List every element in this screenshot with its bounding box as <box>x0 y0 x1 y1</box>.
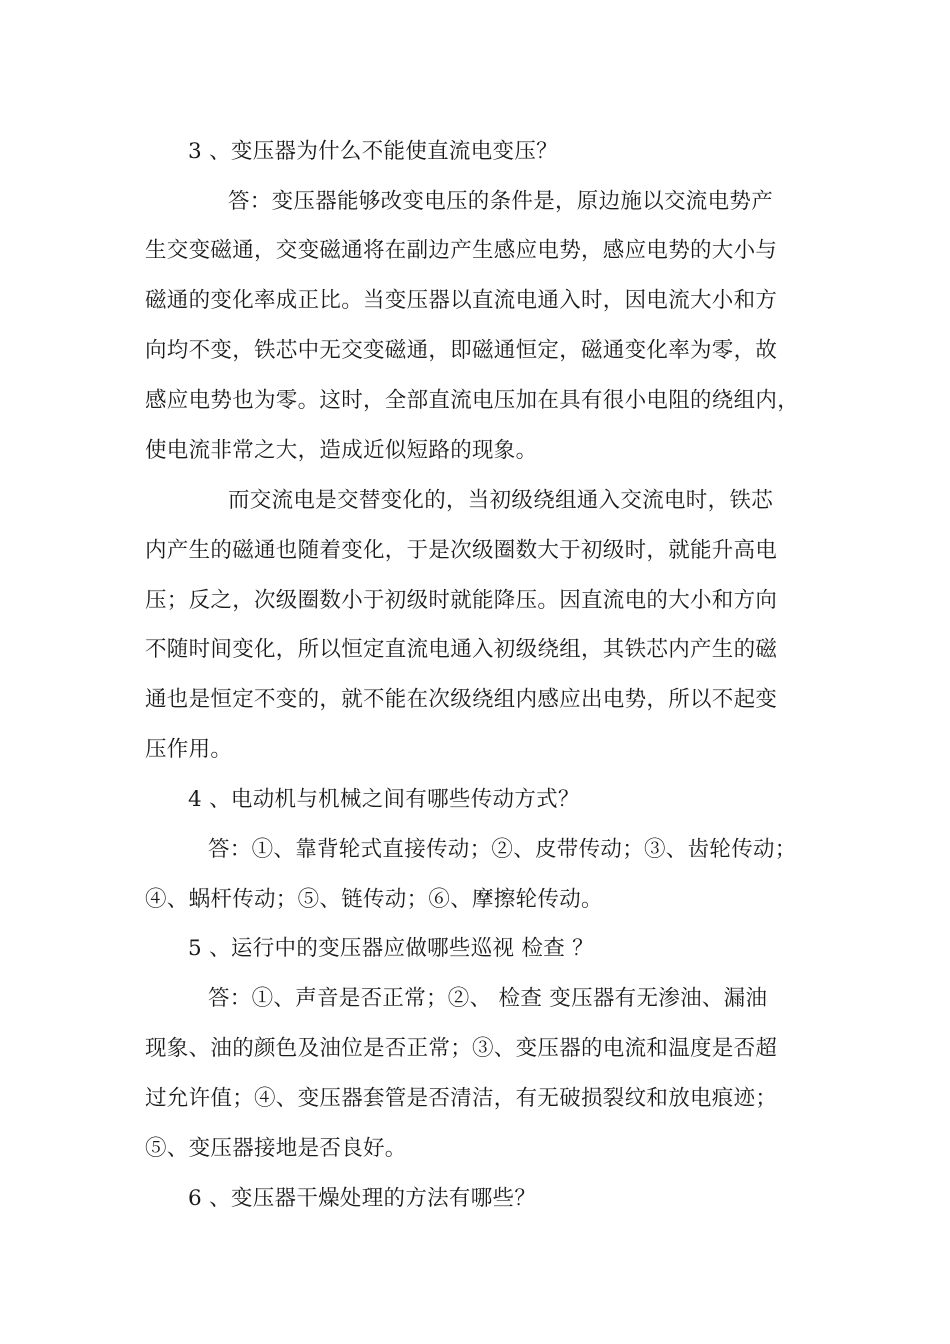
answer-3-para2-line-6: 压作用。 <box>145 737 233 762</box>
answer-4-line-2: ④、蜗杆传动；⑤、链传动；⑥、摩擦轮传动。 <box>145 887 603 912</box>
answer-3-para2-line-5: 通也是恒定不变的，就不能在次级绕组内感应出电势，所以不起变 <box>145 687 778 712</box>
answer-5-line-2: 现象、油的颜色及油位是否正常；③、变压器的电流和温度是否超 <box>145 1036 778 1061</box>
answer-3-line-3: 磁通的变化率成正比。当变压器以直流电通入时，因电流大小和方 <box>145 288 778 313</box>
answer-3-para2-line-2: 内产生的磁通也随着变化，于是次级圈数大于初级时，就能升高电 <box>145 538 778 563</box>
question-4-heading: 4 、电动机与机械之间有哪些传动方式？ <box>188 787 580 812</box>
answer-3-para2-line-4: 不随时间变化，所以恒定直流电通入初级绕组，其铁芯内产生的磁 <box>145 637 778 662</box>
answer-5-line-4: ⑤、变压器接地是否良好。 <box>145 1136 407 1161</box>
answer-3-para2-line-3: 压；反之，次级圈数小于初级时就能降压。因直流电的大小和方向 <box>145 588 778 613</box>
answer-3-para2-line-1: 而交流电是交替变化的，当初级绕组通入交流电时，铁芯 <box>228 488 774 513</box>
answer-3-line-1: 答：变压器能够改变电压的条件是，原边施以交流电势产 <box>228 189 774 214</box>
question-3-heading: 3 、变压器为什么不能使直流电变压？ <box>188 139 558 164</box>
answer-5-line-1: 答：①、声音是否正常；②、 检查 变压器有无渗油、漏油 <box>208 986 768 1011</box>
question-5-heading: 5 、运行中的变压器应做哪些巡视 检查 ？ <box>188 936 594 961</box>
answer-4-line-1: 答：①、靠背轮式直接传动；②、皮带传动；③、齿轮传动； <box>208 837 797 862</box>
answer-5-line-3: 过允许值；④、变压器套管是否清洁，有无破损裂纹和放电痕迹； <box>145 1086 778 1111</box>
answer-3-line-5: 感应电势也为零。这时，全部直流电压加在具有很小电阻的绕组内， <box>145 388 800 413</box>
question-6-heading: 6 、变压器干燥处理的方法有哪些？ <box>188 1186 537 1211</box>
answer-3-line-4: 向均不变，铁芯中无交变磁通，即磁通恒定，磁通变化率为零，故 <box>145 338 778 363</box>
answer-3-line-6: 使电流非常之大，造成近似短路的现象。 <box>145 438 538 463</box>
answer-3-line-2: 生交变磁通，交变磁通将在副边产生感应电势，感应电势的大小与 <box>145 238 778 263</box>
